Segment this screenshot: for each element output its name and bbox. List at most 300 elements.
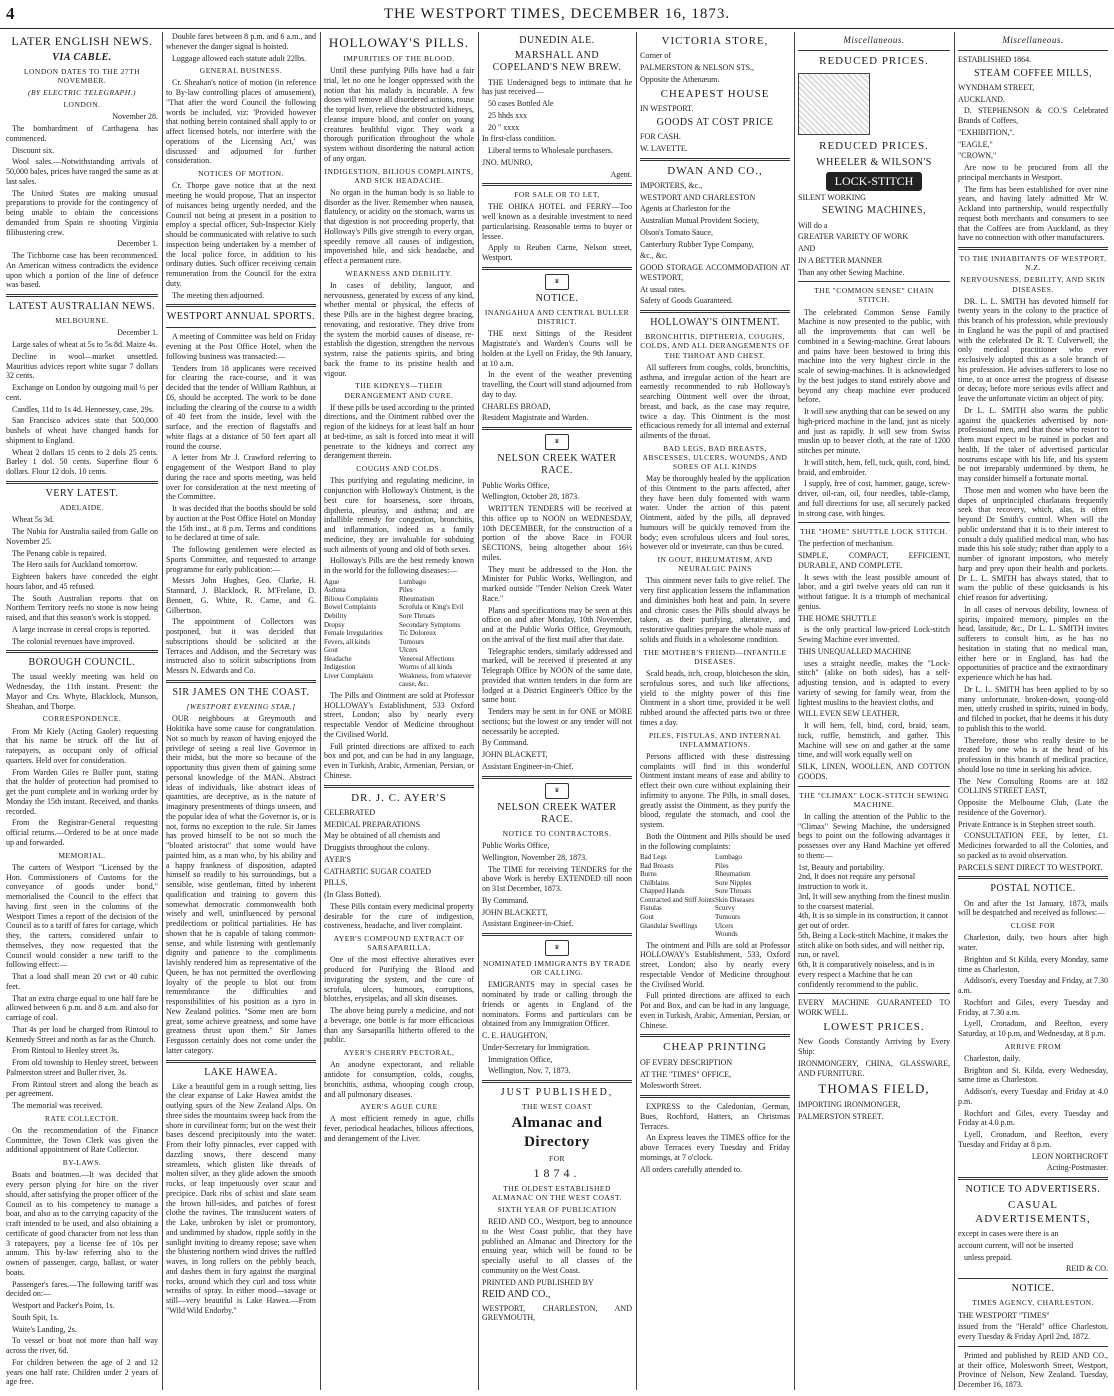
ad-line: REID & CO. — [1066, 1264, 1108, 1274]
list-item: Lumbago — [399, 577, 426, 586]
ad-line: In first-class condition. — [482, 134, 556, 144]
subhead: NOTICE TO CONTRACTORS. — [502, 828, 612, 838]
list-item: Lumbago — [715, 853, 742, 862]
imprint: Printed and published by REID AND CO., at their office, Molesworth Street, Westport, Province of Nelson, New Zealand. Tuesday, December 16, 1873. — [958, 1350, 1108, 1390]
ad-line: Australian Mutual Provident Society, — [640, 216, 760, 226]
paragraph: Are now to be procured from all the principal merchants in Westport. — [958, 163, 1108, 182]
ad-line: SILENT WORKING — [798, 192, 866, 202]
ad-line: JOHN BLACKETT, — [482, 907, 548, 917]
paragraph: Addison's, every Tuesday and Friday, at 7.30 a.m. — [958, 976, 1108, 996]
paragraph: Full printed directions are affixed to each box and pot, and can be had in any language, even in Turkish, Arabic, Armenian, Persian, or Chinese. — [324, 741, 474, 780]
subhead: MEMORIAL. — [58, 850, 106, 860]
ad-heading: DUNEDIN ALE. — [519, 35, 595, 46]
paragraph: The above being purely a medicine, and not a beverage, one bottle is far more efficacious than any Sarsaparilla hitherto offered to the public. — [324, 1006, 474, 1045]
paragraph: In cases of debility, languor, and nervousness, generated by excess of any kind, whether mental or physical, the effects of these Pills are in the highest degree bracing, renovating, and restorative. They drive from the system the morbid causes of disease, re-establish the digestion, strengthen the nervous system, raise the patients spirits, and bring back the frame to its pristine health and vigour. — [324, 280, 474, 378]
paragraph: It will hem, fell, bind, cord, braid, seam, tuck, ruffle, hemstitch, and gather. This Machine will sew on and gather at the same time, and will work equally well on — [798, 721, 950, 760]
list-item: Ulcers — [399, 646, 418, 655]
paragraph: From Rintoul street and along the beach as per agreement. — [6, 1079, 158, 1099]
ad-line: REID AND CO., — [482, 1289, 551, 1301]
paragraph: Until these purifying Pills have had a fair trial, let no one be longer oppressed with the notion that his malady is incurable. A few doses will remove all disordered actions, rouse the torpid liver, relieve the obstructed kidneys, cleanse impure blood, and confer on young creatures healthful vigor. They work a thorough purification throughout the whole system without disordering the natural action of any organ. — [324, 66, 474, 163]
ad-line: WESTPORT, CHARLESTON, AND GREYMOUTH, — [482, 1303, 632, 1323]
ad-heading: STEAM COFFEE MILLS, — [973, 67, 1093, 79]
page-number: 4 — [6, 4, 15, 23]
subhead: AYER'S COMPOUND EXTRACT OF SARSAPARILLA. — [333, 934, 465, 953]
paragraph: Eighteen bakers have conceded the eight hours labor, and 45 refused. — [6, 572, 158, 591]
complaint-list-right — [715, 853, 790, 938]
list-item: Dropsy — [324, 620, 345, 629]
paragraph: Tenders may be sent in for ONE or MORE sections; but the lowest or any tender will not necessarily be accepted. — [482, 707, 632, 736]
column-rule — [320, 32, 321, 1390]
ad-line: Corner of — [640, 51, 671, 61]
ad-heading: WHEELER & WILSON'S — [816, 156, 932, 168]
subhead: AYER'S CHERRY PECTORAL, — [343, 1048, 455, 1058]
subhead: NOTICES OF MOTION. — [198, 169, 284, 179]
subhead: THE KIDNEYS—THEIR DERANGEMENT AND CURE. — [344, 381, 454, 400]
list-item: 3rd, It will sew anything from the finest muslin to the coarsest material. — [798, 891, 950, 911]
ad-line: At usual rates. — [640, 284, 686, 294]
list-item: Debility — [324, 611, 347, 620]
sewing-machine-illustration — [798, 73, 870, 135]
paragraph: All sufferers from coughs, colds, bronchitis, asthma, and irregular action of the heart are earnestly recommended to rub Holloway's searching Ointment well over the throat, breast, and back, as the case may require, twice a day. This Ointment is the most efficacious remedy for all internal and external ailments of the throat. — [640, 362, 790, 441]
ad-line: 50 cases Bottled Ale — [488, 99, 554, 109]
ad-heading: TO THE INHABITANTS OF WESTPORT, N.Z. — [959, 254, 1107, 273]
paragraph: An Express leaves the TIMES office for the above Terraces every Tuesday and Friday mornings, at 7 o'clock. — [640, 1133, 790, 1162]
paragraph: South Spit, 1s. — [12, 1312, 59, 1322]
paragraph: Persons afflicted with these distressing complaints will find in this wonderful Ointment instant means of ease and ability to effect their own cure without explaining their infirmity to anyone. The Pills, in small doses, greatly assist the Ointment, as they purify the blood, regulate the stomach, and cool the system. — [640, 751, 790, 830]
list-item: Glandular Swellings — [640, 921, 698, 930]
list-item: Chilblains — [640, 878, 669, 887]
headline: SIR JAMES ON THE COAST. — [172, 686, 310, 698]
ad-line: WESTPORT AND CHARLESTON — [640, 192, 756, 202]
ad-line: ESTABLISHED 1864. — [958, 54, 1032, 64]
ad-line: (In Glass Botted). — [324, 890, 382, 900]
subhead: CLOSE FOR — [1010, 921, 1056, 931]
subhead: NERVOUSNESS, DEBILITY, AND SKIN DISEASES. — [960, 275, 1106, 294]
paragraph: EXPRESS to the Caledonian, German, Bues, Rochford, Hatters, an Christmas Terraces. — [640, 1102, 790, 1131]
ad-line: WILL EVEN SEW LEATHER. — [798, 709, 900, 719]
ad-line: AYER'S — [324, 854, 351, 864]
paragraph: In calling the attention of the Public to the "Climax" Sewing Machine, the undersigned begs to point out the following advantages it possesses over any Hand Machine yet offered to them:— — [798, 811, 950, 860]
subhead: [WESTPORT EVENING STAR.] — [186, 702, 296, 712]
ad-heading: Almanac and Directory — [511, 1115, 603, 1150]
paragraph: From the Registrar-General requesting official returns.—Ordered to be at once made up and forwarded. — [6, 818, 158, 847]
dateline: December 1. — [117, 239, 158, 249]
paragraph: is the only practical low-priced Lock-stitch Sewing Machine ever invented. — [798, 625, 950, 645]
ad-line: CATHARTIC SUGAR COATED — [324, 866, 432, 876]
ad-heading: CHEAP PRINTING — [663, 1041, 767, 1054]
list-item: Bilious Complaints — [324, 594, 379, 603]
ad-line: JNO. MUNRO, — [482, 157, 533, 167]
ad-heading: CASUAL ADVERTISEMENTS, — [975, 1199, 1091, 1225]
paragraph: Therefore, those who really desire to be treated by one who is at the head of his profession in this branch of medical practice, should lose no time in seeking his advice. — [958, 735, 1108, 774]
ad-line: unless prepaid. — [964, 1252, 1012, 1262]
subhead: THE "COMMON SENSE" CHAIN STITCH. — [814, 286, 934, 305]
paragraph: That 4s per load be charged from Rintoul to Kennedy Street and north as far as the Church. — [6, 1024, 158, 1044]
subhead: FOR — [548, 1154, 566, 1164]
paragraph: Tenders from 18 applicants were received for clearing the race-course, and it was decided that the tender of William Rathbun, at £6, should be accepted. The work to be done including the clearing of the course to a width of 40 feet from the inside, level with the surface, and the erection of flagstaffs and white flags at a distance of 50 feet apart all round the course. — [166, 363, 316, 451]
subhead: IMPURITIES OF THE BLOOD. — [343, 53, 455, 63]
paragraph: EMIGRANTS may in special cases be nominated by trade or calling through the friends or agents in England of the nominators. Forms and particulars can be obtained from any Immigration Officer. — [482, 980, 632, 1029]
ad-line: account current, will not be inserted — [958, 1240, 1074, 1250]
dateline: November 28. — [112, 112, 158, 122]
ad-line: THE WESTPORT "TIMES" — [958, 1310, 1050, 1320]
ad-line: Public Works Office, — [482, 480, 550, 490]
ad-heading: GOODS AT COST PRICE — [656, 116, 774, 128]
paragraph: It will sew anything that can be sewed on any high-priced machine in the land, just as nicely and just as rapidly. It will sew from Swiss muslin up to beaver cloth, at the rate of 1200 stitches per minute. — [798, 407, 950, 456]
paragraph: Luggage allowed each statute adult 22lbs. — [172, 53, 307, 63]
paragraph: No organ in the human body is so liable to disorder as the liver. Remember when nausea, flatulency, or acidity on the stomach, warns us that digestion is not proceeding properly, that Holloway's Pills give strength to every organ, speedily remove all causes of indigestion, impoverished bile, and sick headache, and effect a permanent cure. — [324, 187, 474, 266]
subhead: PILES, FISTULAS, AND INTERNAL INFLAMMATIONS. — [648, 730, 782, 749]
list-item: Worms of all kinds — [399, 663, 453, 672]
paragraph: Scald heads, itch, croup, blotcheson the skin, scrofulous sores, and such like affections, yield to the mighty power of this fine Ointment in a short time, provided it be well rubbed around the affected parts two or three times a day. — [640, 669, 790, 727]
paragraph: The following gentlemen were elected as Sports Committee, and requested to arrange programme for early publication:— — [166, 545, 316, 574]
ad-line: Immigration Office, — [488, 1054, 553, 1064]
paragraph: The South Australian reports that on Northern Territory reefs no stone is now being raised, and that this season's work is stopped. — [6, 593, 158, 623]
list-item: Gout — [324, 646, 338, 655]
dateline: December 1. — [117, 328, 158, 338]
list-item: 2nd, It does not require any personal instruction to work it. — [798, 872, 916, 892]
ad-line: LEON NORTHCROFT — [1031, 1151, 1108, 1161]
paragraph: Like a beautiful gem in a rough setting, lies the clear expanse of Lake Hawea amidst the outlying spurs of the New Zealand Alps. On three sides the mountains sweep back from the shore in curvilinear form; but on the west their bases descend precipitously into the water. From their lofty pinnacles, ever capped with dazzling snows, there descend many streamlets, which glisten like threads of molten silver, as they glide adown the smooth rocks, or leap impetuously over scaur and precipice. Dark ribs of schist and slate seam the brown hill-sides, and patches of forest clothe the ravines. The translucent waters of the Lake, unbroken by islet or promontory, and undimmed by shadow, ripple softly in the sunlight inviting to dreamy repose; save when the blustering northern wind drives the ruffled waves, in long rollers on the pebbly beach, and dashes them in fury against the marginal rocks, around which they curl and toss white wreaths of spray. In either mood—savage or still—very beautiful is Lake Hawea.—From "Wild Wild Endorby." — [166, 1081, 316, 1315]
ad-line: issued from the "Herald" office Charleston, every Tuesday & Friday April 2nd, 1872. — [958, 1322, 1108, 1342]
subhead: WEAKNESS AND DEBILITY. — [345, 268, 453, 278]
ad-heading: NOTICE. — [535, 292, 579, 304]
ad-heading: NOMINATED IMMIGRANTS BY TRADE OR CALLING. — [482, 959, 632, 978]
paragraph: Lyell, Cronadum, and Reefton, every Tuesday and Friday at 8 p.m. — [958, 1130, 1108, 1149]
paragraph: Those men and women who have been the dupes of unprincipled charlatans frequently seek that recovery, which, alas, is often beyond Dr Smith's control. When will the public understand that it is to their interest to consult a duly qualified medical man, who has made this his sole study; rather than apply to a number of ignorant impostors, who merely harp and prey upon their health and pockets. Dr L. L. SMITH has always stated, that to warn the public of these quicksands is his chief reason for advertising. — [958, 485, 1108, 603]
paragraph: This purifying and regulating medicine, in conjunction with Holloway's Ointment, is the best cure for hoarseness, sore throats, diptheria, pleurisy, and asthma; and are infallible remedy for congestion, bronchitis, and inflammation, indeed as a family medicine, they are invaluable for subduing such ailments of young and old of both sexes. — [324, 476, 474, 554]
paragraph: It will stitch, hem, fell, tuck, quilt, cord, bind, braid, and embroider. — [798, 457, 950, 477]
ad-line: JOHN BLACKETT, — [482, 750, 548, 760]
ad-line: THE HOME SHUTTLE — [798, 613, 877, 623]
ad-line: May be obtained of all chemists and — [324, 831, 440, 841]
paragraph: From old township to Henley street, between Palmerston street and Buller river, 3s. — [6, 1058, 158, 1077]
list-item: Secondary Symptoms — [399, 620, 461, 629]
ad-heading: VICTORIA STORE, — [661, 35, 769, 47]
paragraph: REID AND CO., Westport, beg to announce to the West Coast public, that they have published an Almanac and Directory for the ensuing year, which will be found to be specially useful to all classes of the community on the West Coast. — [482, 1217, 632, 1275]
paragraph: Lyell, Cronadum, and Reefton, every Saturday, at 10 p.m, and Wednesday, at 8 p.m. — [958, 1019, 1108, 1039]
ad-line: CHARLES BROAD, — [482, 401, 551, 411]
subhead: THE "HOME" SHUTTLE LOCK STITCH. — [800, 527, 948, 537]
paragraph: Full printed directions are affixed to each Pot and Box, and can be had in any language, even in Turkish, Arabic, Armenian, Persian, or Chinese. — [640, 991, 790, 1030]
ad-line: By Command. — [482, 895, 529, 905]
list-item: Liver Complaints — [324, 671, 374, 680]
paragraph: The memorial was received. — [12, 1101, 103, 1110]
paragraph: These Pills contain every medicinal property desirable for the cure of indigestion, costiveness, headache, and liver complaint. — [324, 901, 474, 931]
paragraph: A letter from Mr J. Crawford referring to engagement of the Westport Band to play during the race and sports meeting, was held over for consideration at the next meeting of the Committee. — [166, 453, 316, 502]
coat-of-arms-icon: ♛ — [545, 783, 569, 799]
subhead: INANGAHUA AND CENTRAL BULLER DISTRICT. — [484, 308, 630, 327]
paragraph: D. STEPHENSON & CO.'S Celebrated Brands of Coffees, — [958, 106, 1108, 126]
ad-line: "EAGLE," — [958, 139, 993, 149]
ad-line: SILK, LINEN, WOOLLEN, AND COTTON GOODS. — [798, 762, 950, 781]
ad-line: The New Consulting Rooms are at 182 COLLINS STREET EAST, — [958, 776, 1108, 796]
list-item: Ulcers — [715, 921, 734, 930]
ad-heading: CHEAPEST HOUSE — [660, 87, 770, 100]
ad-line: All orders carefully attended to. — [640, 1164, 742, 1174]
list-item: Chapped Hands — [640, 887, 685, 896]
ad-heading: DR. J. C. AYER'S — [351, 791, 447, 804]
ad-line: Assistant Engineer-in-Chief. — [482, 919, 574, 929]
list-item: Tic Doloreux — [399, 629, 437, 638]
ad-heading: NELSON CREEK WATER RACE. — [497, 801, 617, 825]
ad-line: GOOD STORAGE ACCOMMODATION AT WESTPORT, — [640, 263, 790, 282]
list-item: Piles — [399, 586, 413, 595]
ad-line: Assistant Engineer-in-Chief. — [482, 761, 574, 771]
masthead — [0, 0, 1114, 29]
headline: BOROUGH COUNCIL. — [28, 657, 136, 669]
subhead: CORRESPONDENCE. — [42, 714, 122, 724]
column-2 — [166, 32, 316, 1390]
list-item: Female Irregularities — [324, 629, 383, 638]
headline: LATER ENGLISH NEWS. — [11, 34, 153, 48]
paragraph: Boats and boatmen.—It was decided that every person plying for hire on the river should, after satisfying the proper officer of the Council as to his competency to manage a boat, and also as to the carrying capacity of the craft intended to be used, and also obtaining a certificate of good character from not less than 3 ratepayers, pay a license fee of 10s per annum. This by-law referring also to the owners of passenger, cargo, ballast, or water boats. — [6, 1170, 158, 1277]
ad-line: Resident Magistrate and Warden. — [482, 413, 589, 423]
ad-line: Molesworth Street. — [640, 1081, 702, 1091]
ad-line: FOR CASH. — [640, 132, 681, 141]
ad-line: Public Works Office, — [482, 841, 550, 851]
list-item: Fevers, all kinds — [324, 637, 371, 646]
ad-line: The perfection of mechanism. — [798, 539, 894, 549]
paragraph: Cr. Thorpe gave notice that at the next meeting he would propose, That an inspector of nuisances being urgently needed, and the Council not being at present in a position to employ a special officer, Sub-Inspector Kiely should be communicated with relative to such inspection being undertaken by a member of the local police force, in addition to his ordinary duties. Such officer receiving certain remuneration from the Council for the extra duty. — [166, 181, 316, 288]
subhead: COUGHS AND COLDS. — [356, 464, 442, 474]
list-item: 6th, It is comparatively noiseless, and is in every respect a Machine that he can confidently recommend to the public. — [798, 960, 935, 989]
paragraph: They must be addressed to the Hon. the Minister for Public Works, Wellington, and marked outside "Tender Nelson Creek Water Race." — [482, 564, 632, 603]
subhead: VIA CABLE. — [52, 51, 112, 63]
ad-line: Safety of Goods Guaranteed. — [640, 296, 733, 306]
paragraph: Apply to Reuben Carne, Nelson street, Westport. — [482, 243, 632, 263]
ad-line: Agent. — [610, 169, 632, 179]
ad-line: IN A BETTER MANNER — [798, 255, 883, 265]
paragraph: If these pills be used according to the printed directions, and the Ointment rubbed over the region of the kidneys for at least half an hour at bed-time, as salt is forced into meat it will penetrate to the kidneys and correct any derangement therein. — [324, 402, 474, 461]
subhead: TIMES AGENCY, CHARLESTON. — [972, 1298, 1094, 1308]
paragraph: To vessel or boat not more than half way across the river, 6d. — [6, 1336, 158, 1356]
list-item: Piles — [715, 861, 729, 870]
list-item: Bad Legs — [640, 853, 667, 862]
paragraph: The Tichborne case has been recommenced. An American witness contradicts the evidence upon which a portion of the line of defence was based. — [6, 251, 158, 290]
paragraph: The TIME for receiving TENDERS for the above Work is hereby EXTENDED till noon on 31st December, 1873. — [482, 864, 632, 894]
paragraph: Wheat 2 dollars 15 cents to 2 dols 25 cents. Barley 1 dol. 50 cents. Superfine flour 6 dollars. Flour 12 dols. 10 cents. — [6, 447, 158, 477]
list-item: Ague — [324, 577, 340, 586]
paragraph: Westport and Packer's Point, 1s. — [12, 1301, 115, 1311]
paragraph: The carters of Westport "Licensed by the Hon. Commissioners of Customs for the conveyance of goods under bond," memorialised the Council to the effect that having first seen in the columns of the Westport Times a report of the decision of the Council as to a tariff of fares for cartage, which they, the carters, considered unfair to themselves, they now requested that the Council would consider a new tariff to the following effect:— — [6, 862, 158, 970]
column-7 — [958, 32, 1108, 1390]
list-item: Gout — [640, 913, 654, 921]
paragraph: Holloway's Pills are the best remedy known in the world for the following diseases:— — [324, 556, 474, 576]
paragraph: Decline in wool—market unsettled. Mauritius advices report white sugar 7 dollars 32 cents. — [6, 351, 158, 381]
ad-line: "EXHIBITION,". — [958, 127, 1015, 137]
ad-line: Wellington, Nov. 7, 1873. — [488, 1066, 571, 1076]
list-item: Rheumatism — [715, 870, 751, 879]
headline: LAKE HAWEA. — [204, 1066, 278, 1078]
paragraph: Messrs John Hughes, Geo. Clarke, H. Stannard, J. Blacklock, R. M'Frelane, D. Bennett, G. White, R. Carne, and G. Gilbertson. — [166, 576, 316, 615]
coat-of-arms-icon: ♛ — [545, 434, 569, 450]
column-4 — [482, 32, 632, 1390]
ad-line: IMPORTING IRONMONGER, — [798, 1100, 901, 1110]
headline: WESTPORT ANNUAL SPORTS. — [166, 311, 316, 323]
paragraph: The appointment of Collectors was postponed, but it was decided that subscriptions should be solicited at the Terraces and Addison, and the Secretary was instructed also to solicit subscriptions from Messrs N. Edwards and Co. — [166, 617, 316, 676]
disease-list-right — [399, 578, 474, 689]
ad-line: Opposite the Athenæum. — [640, 74, 720, 84]
subhead: SIXTH YEAR OF PUBLICATION — [497, 1205, 617, 1215]
climax-advantages-list — [798, 863, 950, 990]
paragraph: From Mr Kiely (Acting Gaoler) requesting that his name be struck off the list of ratepayers, as occupant only of official quarters. Held over for consideration. — [6, 726, 158, 765]
paragraph: A meeting of Committee was held on Friday evening at the Post Office Hotel, when the following business was transacted:— — [166, 332, 316, 361]
ad-line: WYNDHAM STREET, — [958, 82, 1035, 92]
paragraph: Waite's Landing, 2s. — [12, 1324, 77, 1334]
paragraph: In all cases of nervous debility, lowness of spirits, impaired memory, pimples on the head, lassitude, &c., Dr L. L. SMITH invites sufferers to consult him, as he has no hesitation in stating that no medical man, either here or in England, has had the opportunities of practice and the extraordinary experience which he has had. — [958, 604, 1108, 683]
complaint-list-left — [640, 853, 715, 938]
newspaper-title: THE WESTPORT TIMES, DECEMBER 16, 1873. — [383, 6, 731, 22]
paragraph: This ointment never fails to give relief. The very first application lessens the inflammation and diminishes both heat and pain. In severe and chronic cases the Pills should always be taken, as their purifying, alterative, and restorative qualities prepare the whole mass of solids and fluids in a wholesome condition. — [640, 576, 790, 644]
ad-line: PALMERSTON STREET. — [798, 1112, 884, 1121]
paragraph: It sews with the least possible amount of labor, and a girl twelve years old can run it without fatigue. It is a triumph of mechanical genius. — [798, 572, 950, 611]
headline: VERY LATEST. — [45, 487, 119, 499]
ad-heading: MARSHALL AND COPELAND'S NEW BREW. — [492, 50, 622, 74]
ad-line: IN WESTPORT. — [640, 104, 694, 114]
list-item: Rheumatism — [399, 594, 435, 603]
paragraph: The Hero sails for Auckland tomorrow. — [12, 560, 138, 570]
paragraph: Plans and specifications may be seen at this office on and after Monday, 10th November, and at the Public Works Office, Greymouth, on the arrival of the first mail after that date. — [482, 605, 632, 644]
ad-line: Canterbury Rubber Type Company, — [640, 239, 754, 249]
ad-heading: LOWEST PRICES. — [823, 1020, 925, 1033]
paragraph: From Rintoul to Henley street 3s. — [12, 1046, 120, 1056]
subhead: THE MOTHER'S FRIEND—INFANTILE DISEASES. — [643, 647, 787, 666]
paragraph: CONSULTATION FEE, by letter, £1. Medicines forwarded to all the Colonies, and so packed as to avoid observation. — [958, 831, 1108, 860]
column-3 — [324, 32, 474, 1390]
list-item: Scrofula or King's Evil — [399, 603, 464, 612]
list-item: Tumours — [399, 637, 425, 646]
list-item: Tumours — [715, 913, 741, 921]
subhead: LONDON. — [63, 100, 101, 110]
column-5 — [640, 32, 790, 1390]
ad-heading: NOTICE TO ADVERTISERS. — [965, 1184, 1101, 1196]
paragraph: In the event of the weather preventing travelling, the Court will stand adjourned from day to day. — [482, 370, 632, 399]
paragraph: The celebrated Common Sense Family Machine is now presented to the public, with all the improvements that can well be combined in a Sewing-machine. Great labours and pains have been bestowed to bring this machine into the very highest circle in the scale of sewing-machines. It is acknowledged by the best judges to stand entirely above and beyond any cheap machine ever produced before. — [798, 307, 950, 405]
ad-heading: REDUCED PRICES. — [819, 140, 929, 153]
ad-line: AUCKLAND. — [958, 94, 1005, 104]
subhead: BY-LAWS. — [62, 1158, 102, 1168]
paragraph: The colonial revenues have improved. — [12, 636, 135, 646]
disease-list — [324, 578, 474, 689]
paragraph: Rochfort and Giles, every Tuesday and Friday, at 7.30 a.m. — [958, 997, 1108, 1017]
paragraph: Wheat 5s 3d. — [12, 515, 54, 525]
list-item: Wounds — [715, 930, 738, 939]
paragraph: Addison's, every Tuesday and Friday at 4.0 p.m. — [958, 1087, 1108, 1106]
ad-line: C. E. HAUGHTON, — [482, 1031, 548, 1041]
subhead: THE "CLIMAX" LOCK-STITCH SEWING MACHINE. — [799, 790, 949, 809]
subhead: BAD LEGS, BAD BREASTS, ABSCESSES, ULCERS, WOUNDS, AND SORES OF ALL KINDS — [642, 443, 788, 472]
subhead: RATE COLLECTOR. — [44, 1113, 120, 1123]
list-item: 1st, Beauty and portability. — [798, 862, 885, 872]
paragraph: On the recommendation of the Finance Committee, the Town Clerk was given the additional appointment of Rate Collector. — [6, 1125, 158, 1155]
list-item: Burns — [640, 870, 657, 879]
column-rule — [794, 32, 795, 1390]
section-heading: Miscellaneous. — [1002, 35, 1064, 45]
ad-line: Agents at Charleston for the — [640, 204, 731, 214]
list-item: Scurvy — [715, 904, 735, 913]
paragraph: Wool sales.—Notwithstanding arrivals of 50,000 bales, prices have ranged the same as at last sales. — [6, 157, 158, 186]
headline: LATEST AUSTRALIAN NEWS. — [8, 301, 156, 313]
ad-heading: REDUCED PRICES. — [819, 54, 929, 67]
paragraph: From Warden Giles re Buller punt, stating that the holder of protection had promised to get the punt complete and in working order by Monday the 15th instant. Received, and thanks recorded. — [6, 767, 158, 816]
list-item: Indigestion — [324, 663, 356, 672]
complaint-list — [640, 853, 790, 938]
paragraph: One of the most effective alteratives ever produced for Purifying the Blood and invigorating the system, and the cure of scrofula, ulcers, humours, corruptions, blotches, erysipelas, and all skin diseases. — [324, 955, 474, 1004]
column-1 — [6, 32, 158, 1390]
paragraph: Rochfort and Giles, every Tuesday and Friday at 4.0 p.m. — [958, 1108, 1108, 1128]
ad-line: Will do a — [798, 220, 828, 230]
ad-line: AT THE "TIMES" OFFICE, — [640, 1069, 732, 1079]
list-item: 4th, It is so simple in its construction, it cannot get out of order. — [798, 911, 948, 931]
list-item: Sore Throats — [715, 887, 751, 896]
list-item: 5th, Being a Lock-stitch Machine, it makes the stitch alike on both sides, and will neither rip, run, or ravel. — [798, 930, 948, 960]
paragraph: Charleston, daily, two hours after high water. — [958, 933, 1108, 953]
paragraph: A large increase in cereal crops is reported. — [12, 624, 151, 634]
list-item: Asthma — [324, 586, 346, 595]
ad-line: SIMPLE, COMPACT, EFFICIENT, DURABLE, AND COMPLETE. — [798, 551, 950, 570]
subhead: THE WEST COAST — [521, 1102, 593, 1112]
paragraph: The firm has been established for over nine years, and having lately admitted Mr W. Ackland into partnership, would respectfully request both merchants and consumers to see that the Coffees are from Auckland, as they have no connection with other manufacturers. — [958, 184, 1108, 243]
paragraph: For children between the age of 2 and 12 years one half rate. Children under 2 years of age free. — [6, 1357, 158, 1387]
paragraph: The Nubia for Australia sailed from Galle on November 25. — [6, 527, 158, 546]
paragraph: WRITTEN TENDERS will be received at this office up to NOON on WEDNESDAY, 10th DECEMBER, for the construction of a portion of the above Race in FOUR SECTIONS, being altogether about 16½ miles. — [482, 504, 632, 562]
section-heading: Miscellaneous. — [843, 35, 905, 45]
paragraph: Cr. Sheahan's notice of motion (in reference to By-law controlling places of amusement), "That after the word Council the following words be included, viz: 'Provided however that nothing herein contained shall apply to or affect licensed hotels, nor interfere with the operations of the Licensing Act,' was discussed and adjourned for further consideration. — [166, 78, 316, 166]
ad-heading: NELSON CREEK WATER RACE. — [497, 453, 617, 477]
ad-line: Under-Secretary for Immigration. — [482, 1042, 591, 1052]
ad-heading: DWAN AND CO., — [667, 164, 763, 177]
list-item: Skin Diseases — [715, 895, 755, 904]
ad-line: OF EVERY DESCRIPTION — [640, 1057, 733, 1067]
paragraph: The meeting then adjourned. — [172, 290, 264, 300]
ad-line: By Command. — [482, 738, 529, 748]
subhead: (BY ELECTRIC TELEGRAPH.) — [27, 88, 137, 98]
paragraph: DR. L. L. SMITH has devoted himself for twenty years in the colony to the practice of this branch of his profession, while previously in England he was the pupil of and practised with the celebrated Dr R. T. Culverwell, the only medical practitioner who ever exclusively adopted this as a sole branch of his profession. He advises sufferers to lose no time, to at once arrest the progress of disease or decay, before more serious evils affect and leave the unfortunate victim an object of pity. — [958, 296, 1108, 404]
paragraph: The ointment and Pills are sold at Professor HOLLOWAY's Establishment, 533, Oxford street, London; also by nearly every respectable Vendor of Medicine throughout the Civilised World. — [640, 940, 790, 989]
paragraph: Exchange on London by outgoing mail ½ per cent. — [6, 383, 158, 402]
coat-of-arms-icon: ♛ — [545, 274, 569, 290]
paragraph: Brighton and St. Kilda, every Wednesday, same time as Charleston. — [958, 1065, 1108, 1085]
ad-line: GREATER VARIETY OF WORK — [798, 232, 909, 242]
ad-line: New Goods Constantly Arriving by Every Ship: — [798, 1037, 950, 1057]
subhead: ADELAIDE. — [59, 503, 105, 513]
list-item: Sore Nipples — [715, 878, 752, 887]
ad-line: MEDICAL PREPARATIONS — [324, 819, 421, 829]
ad-heading: HOLLOWAY'S OINTMENT. — [650, 317, 780, 329]
list-item: Sore Throats — [399, 611, 435, 620]
subhead: THE OLDEST ESTABLISHED ALMANAC ON THE WEST COAST. — [492, 1183, 622, 1202]
column-rule — [478, 32, 479, 1390]
paragraph: Dr L. L. SMITH has been applied to by so many unfortunate, broken-down, young-old men, utterly crushed in spirits, ruined in body, and filched in pocket, that he deems it his duty to publish this to the world. — [958, 684, 1108, 733]
column-6 — [798, 32, 950, 1390]
paragraph: Large sales of wheat at 5s to 5s 8d. Maize 4s. — [12, 340, 158, 350]
ad-line: AND — [798, 244, 816, 254]
paragraph: Charleston, daily. — [964, 1053, 1021, 1063]
paragraph: THE OHIKA HOTEL and FERRY—Too well known as a desirable investment to need particularising. Reasonable terms to buyer or lessee. — [482, 202, 632, 241]
subhead: MELBOURNE. — [55, 316, 109, 326]
disease-list-left — [324, 578, 399, 689]
ad-line: Opposite the Melbourne Club, (Late the residence of the Governor). — [958, 798, 1108, 817]
ad-heading: THOMAS FIELD, — [818, 1081, 930, 1097]
ad-line: IRONMONGERY, CHINA, GLASSWARE, AND FURNITURE. — [798, 1058, 950, 1078]
paragraph: A most efficient remedy in ague, chills fever, periodical headaches, bilious affections, and derangement of the Liver. — [324, 1114, 474, 1143]
ad-line: 20 " xxxx — [488, 122, 520, 132]
paragraph: On and after the 1st January, 1873, mails will be despatched and received as follows:— — [958, 898, 1108, 918]
ad-heading: POSTAL NOTICE. — [990, 883, 1076, 895]
paragraph: uses a straight needle, makes the "Lock-stitch" (alike on both sides), has a self-adjusting tension, and is adapted to every variety of sewing for family wear, from the lightest muslins to the heaviest cloths, and — [798, 658, 950, 707]
paragraph: San Francisco advices state that 500,000 bushels of wheat have changed hands for shipment to England. — [6, 416, 158, 445]
